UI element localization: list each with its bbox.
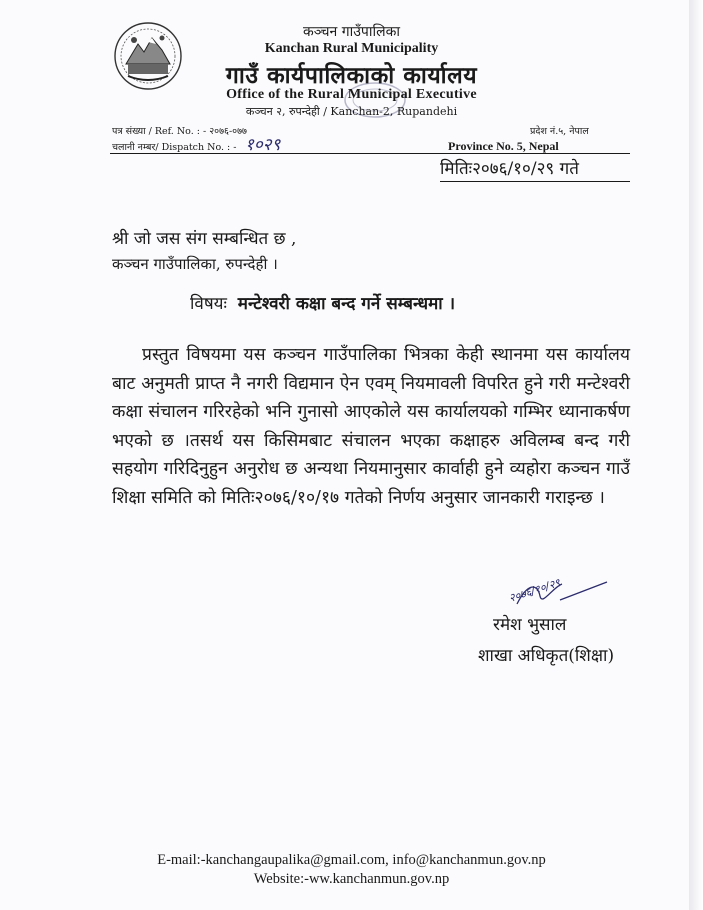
- municipality-name-np: कञ्चन गाउँपालिका: [303, 24, 400, 40]
- dispatch-label: चलानी नम्बर/ Dispatch No. : -: [112, 142, 237, 153]
- province-np: प्रदेश नं.५, नेपाल: [530, 126, 589, 137]
- subject-label: विषयः: [190, 294, 227, 314]
- signatory-designation: शाखा अधिकृत(शिक्षा): [478, 646, 615, 666]
- ref-number: पत्र संख्या / Ref. No. : - २०७६-०७७: [112, 126, 247, 137]
- recipient-line-2: कञ्चन गाउँपालिका, रुपन्देही ।: [112, 255, 278, 273]
- signatory-name: रमेश भुसाल: [493, 615, 567, 635]
- subject-line: [190, 291, 455, 314]
- office-title-np: गाउँ कार्यपालिकाको कार्यालय: [225, 62, 478, 89]
- footer-website: Website:-ww.kanchanmun.gov.np: [253, 871, 450, 887]
- municipality-name-en: Kanchan Rural Municipality: [264, 41, 439, 56]
- office-title-en: Office of the Rural Municipal Executive: [226, 87, 477, 102]
- province-en: Province No. 5, Nepal: [448, 139, 559, 153]
- footer-email: E-mail:-kanchangaupalika@gmail.com, info@kanchanmun.gov.np: [157, 852, 546, 868]
- dispatch-number: १०२९: [245, 135, 281, 155]
- letter-body: प्रस्तुत विषयमा यस कञ्चन गाउँपालिका भित्रका केही स्थानमा यस कार्यालय बाट अनुमती प्राप्त नै नगरी विद्यमान ऐन एवम् नियमावली विपरित हुने गरी मन्टेश्वरी कक्षा संचालन गरिरहेको भनि गुनासो आएकोले यस कार्यालयको गम्भिर ध्यानाकर्षण भएको छ ।तसर्थ यस किसिमबाट संचालन भएका कक्षाहरु अविलम्ब बन्द गरी सहयोग गरिदिनुहुन अनुरोध छ अन्यथा नियमानुसार कार्वाही हुने व्यहोरा कञ्चन गाउँ शिक्षा समिति को मितिः२०७६/१०/१७ गतेको निर्णय अनुसार जानकारी गराइन्छ ।: [112, 345, 630, 508]
- signature-date: २०७६/१०/२९: [507, 576, 562, 605]
- header-divider: [110, 153, 630, 154]
- recipient-line-1: श्री जो जस संग सम्बन्धित छ ,: [112, 229, 297, 249]
- subject-text: मन्टेश्वरी कक्षा बन्द गर्ने सम्बन्धमा ।: [237, 294, 456, 314]
- handwritten-signature: [512, 578, 612, 612]
- date-underline: [440, 181, 630, 182]
- office-address: कञ्चन २, रुपन्देही / Kanchan-2, Rupandehi: [245, 105, 458, 118]
- scan-edge: [689, 0, 703, 910]
- letter-date: मितिः२०७६/१०/२९ गते: [440, 159, 579, 179]
